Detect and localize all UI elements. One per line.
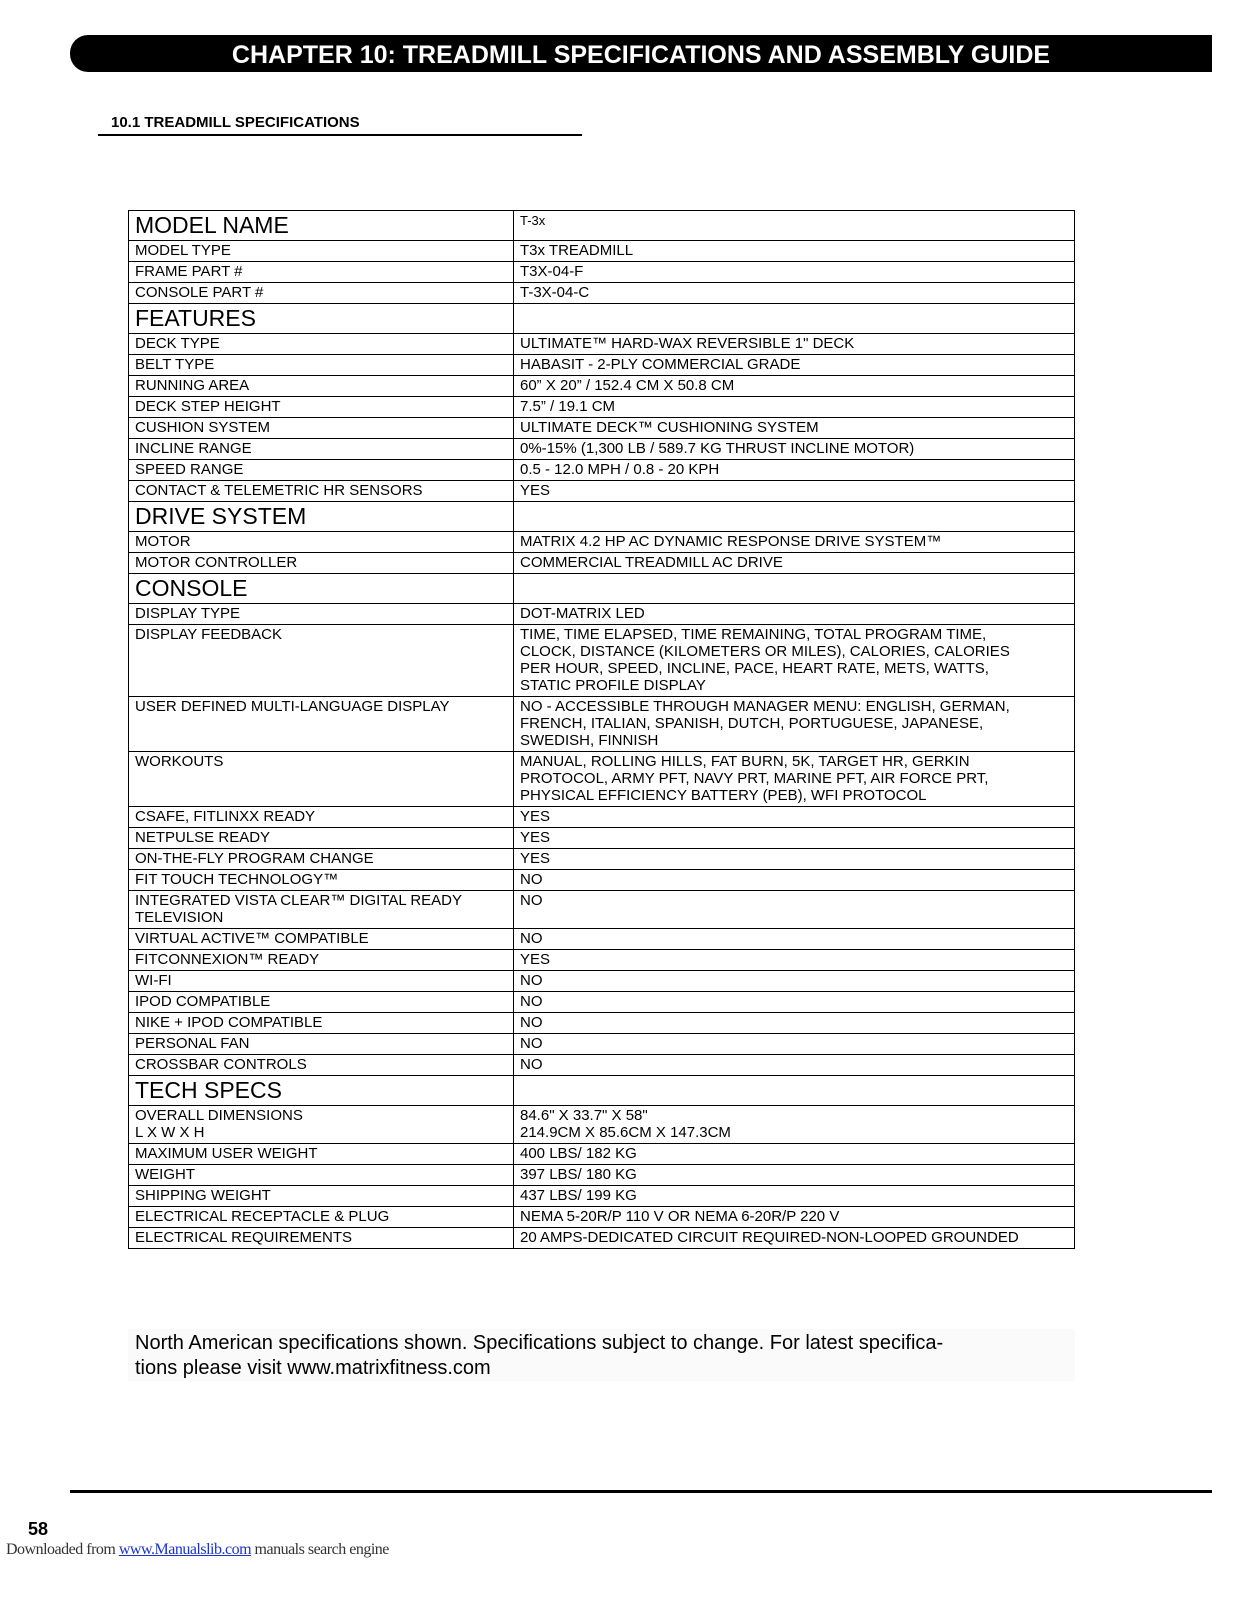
spec-value [514,502,1075,532]
spec-value: NO [514,971,1075,992]
spec-row [129,553,1075,574]
spec-row [129,355,1075,376]
spec-row [129,697,1075,752]
spec-table [128,210,1075,1249]
spec-value: YES [514,849,1075,870]
spec-row [129,971,1075,992]
spec-value: 437 LBS/ 199 KG [514,1186,1075,1207]
spec-value: 400 LBS/ 182 KG [514,1144,1075,1165]
spec-row [129,376,1075,397]
spec-label: DISPLAY TYPE [129,604,514,625]
spec-label: FRAME PART # [129,262,514,283]
spec-label: DECK STEP HEIGHT [129,397,514,418]
download-suffix: manuals search engine [251,1541,389,1558]
spec-row [129,929,1075,950]
spec-row [129,1207,1075,1228]
spec-label: CONSOLE [129,574,514,604]
spec-value: HABASIT - 2-PLY COMMERCIAL GRADE [514,355,1075,376]
spec-value: NO [514,1013,1075,1034]
spec-row [129,1013,1075,1034]
chapter-title: CHAPTER 10: TREADMILL SPECIFICATIONS AND ASSEMBLY GUIDE [231,41,1051,69]
spec-value: ULTIMATE DECK™ CUSHIONING SYSTEM [514,418,1075,439]
spec-label: SPEED RANGE [129,460,514,481]
spec-table-body [129,211,1075,1249]
spec-label: ELECTRICAL REQUIREMENTS [129,1228,514,1249]
download-credit [6,1541,389,1559]
spec-row [129,1144,1075,1165]
spec-label: INCLINE RANGE [129,439,514,460]
spec-label: TECH SPECS [129,1076,514,1106]
spec-label: NETPULSE READY [129,828,514,849]
spec-row [129,262,1075,283]
page-number: 58 [28,1519,49,1539]
spec-row [129,460,1075,481]
spec-value: YES [514,807,1075,828]
spec-value: 20 AMPS-DEDICATED CIRCUIT REQUIRED-NON-LOOPED GROUNDED [514,1228,1075,1249]
spec-label: WORKOUTS [129,752,514,807]
spec-row [129,1228,1075,1249]
spec-value: 60” X 20” / 152.4 CM X 50.8 CM [514,376,1075,397]
spec-row [129,481,1075,502]
spec-value: 397 LBS/ 180 KG [514,1165,1075,1186]
spec-row [129,1165,1075,1186]
spec-value: YES [514,828,1075,849]
spec-value [514,574,1075,604]
spec-label: MOTOR [129,532,514,553]
note-text: North American specifications shown. Specifications subject to change. For latest specifica- tions please visit www.matrixfitness.com [135,1332,944,1379]
spec-value: NO [514,891,1075,929]
spec-value: NO [514,929,1075,950]
spec-value: MANUAL, ROLLING HILLS, FAT BURN, 5K, TARGET HR, GERKIN PROTOCOL, ARMY PFT, NAVY PRT, MARINE PFT, AIR FORCE PRT, PHYSICAL EFFICIENCY BATTERY (PEB), WFI PROTOCOL [514,752,1075,807]
spec-row [129,870,1075,891]
spec-section-header-row [129,574,1075,604]
spec-label: VIRTUAL ACTIVE™ COMPATIBLE [129,929,514,950]
section-rule [98,134,582,136]
download-prefix: Downloaded from [6,1541,119,1558]
spec-row [129,283,1075,304]
spec-value: T3x TREADMILL [514,241,1075,262]
spec-value: NO - ACCESSIBLE THROUGH MANAGER MENU: ENGLISH, GERMAN, FRENCH, ITALIAN, SPANISH, DUTCH, PORTUGUESE, JAPANESE, SWEDISH, FINNISH [514,697,1075,752]
spec-label: CUSHION SYSTEM [129,418,514,439]
spec-label: DECK TYPE [129,334,514,355]
spec-row [129,1055,1075,1076]
spec-value: COMMERCIAL TREADMILL AC DRIVE [514,553,1075,574]
spec-value: NEMA 5-20R/P 110 V OR NEMA 6-20R/P 220 V [514,1207,1075,1228]
section-title: 10.1 TREADMILL SPECIFICATIONS [111,114,360,131]
spec-section-header-row [129,211,1075,241]
spec-value: NO [514,1055,1075,1076]
spec-label: NIKE + IPOD COMPATIBLE [129,1013,514,1034]
spec-label: PERSONAL FAN [129,1034,514,1055]
chapter-title-bar [70,35,1212,72]
spec-value: NO [514,992,1075,1013]
spec-label: MOTOR CONTROLLER [129,553,514,574]
spec-label: CSAFE, FITLINXX READY [129,807,514,828]
spec-label: OVERALL DIMENSIONS L X W X H [129,1106,514,1144]
spec-row [129,891,1075,929]
spec-label: IPOD COMPATIBLE [129,992,514,1013]
spec-label: SHIPPING WEIGHT [129,1186,514,1207]
spec-value: 0%-15% (1,300 LB / 589.7 KG THRUST INCLINE MOTOR) [514,439,1075,460]
spec-section-header-row [129,304,1075,334]
spec-value [514,1076,1075,1106]
footer-rule [70,1490,1212,1493]
spec-row [129,807,1075,828]
spec-label: FIT TOUCH TECHNOLOGY™ [129,870,514,891]
spec-value: DOT-MATRIX LED [514,604,1075,625]
spec-row [129,241,1075,262]
spec-label: MODEL TYPE [129,241,514,262]
spec-label: RUNNING AREA [129,376,514,397]
spec-value: T3X-04-F [514,262,1075,283]
spec-value: 84.6" X 33.7" X 58" 214.9CM X 85.6CM X 147.3CM [514,1106,1075,1144]
spec-label: MODEL NAME [129,211,514,241]
spec-note [128,1329,1075,1381]
spec-label: BELT TYPE [129,355,514,376]
spec-label: CONTACT & TELEMETRIC HR SENSORS [129,481,514,502]
spec-value: NO [514,1034,1075,1055]
spec-row [129,992,1075,1013]
spec-value: ULTIMATE™ HARD-WAX REVERSIBLE 1" DECK [514,334,1075,355]
spec-row [129,849,1075,870]
spec-row [129,625,1075,697]
spec-value: YES [514,950,1075,971]
spec-row [129,1034,1075,1055]
spec-row [129,1106,1075,1144]
spec-label: FITCONNEXION™ READY [129,950,514,971]
spec-label: DRIVE SYSTEM [129,502,514,532]
spec-label: USER DEFINED MULTI-LANGUAGE DISPLAY [129,697,514,752]
spec-value: TIME, TIME ELAPSED, TIME REMAINING, TOTAL PROGRAM TIME, CLOCK, DISTANCE (KILOMETERS OR MILES), CALORIES, CALORIES PER HOUR, SPEED, INCLINE, PACE, HEART RATE, METS, WATTS, STATIC PROFILE DISPLAY [514,625,1075,697]
spec-label: WEIGHT [129,1165,514,1186]
spec-value: NO [514,870,1075,891]
spec-row [129,950,1075,971]
spec-section-header-row [129,502,1075,532]
spec-row [129,397,1075,418]
spec-label: CONSOLE PART # [129,283,514,304]
spec-row [129,752,1075,807]
spec-label: CROSSBAR CONTROLS [129,1055,514,1076]
spec-section-header-row [129,1076,1075,1106]
spec-row [129,604,1075,625]
spec-row [129,532,1075,553]
spec-label: DISPLAY FEEDBACK [129,625,514,697]
spec-value: 7.5” / 19.1 CM [514,397,1075,418]
spec-value: T-3x [514,211,1075,241]
spec-label: ELECTRICAL RECEPTACLE & PLUG [129,1207,514,1228]
spec-label: WI-FI [129,971,514,992]
spec-label: MAXIMUM USER WEIGHT [129,1144,514,1165]
manualslib-link[interactable]: www.Manualslib.com [118,1541,252,1558]
spec-value: T-3X-04-C [514,283,1075,304]
spec-row [129,439,1075,460]
spec-value [514,304,1075,334]
spec-label: ON-THE-FLY PROGRAM CHANGE [129,849,514,870]
spec-row [129,418,1075,439]
spec-label: FEATURES [129,304,514,334]
spec-row [129,828,1075,849]
spec-row [129,1186,1075,1207]
spec-value: 0.5 - 12.0 MPH / 0.8 - 20 KPH [514,460,1075,481]
spec-row [129,334,1075,355]
spec-value: YES [514,481,1075,502]
spec-label: INTEGRATED VISTA CLEAR™ DIGITAL READY TELEVISION [129,891,514,929]
spec-value: MATRIX 4.2 HP AC DYNAMIC RESPONSE DRIVE SYSTEM™ [514,532,1075,553]
